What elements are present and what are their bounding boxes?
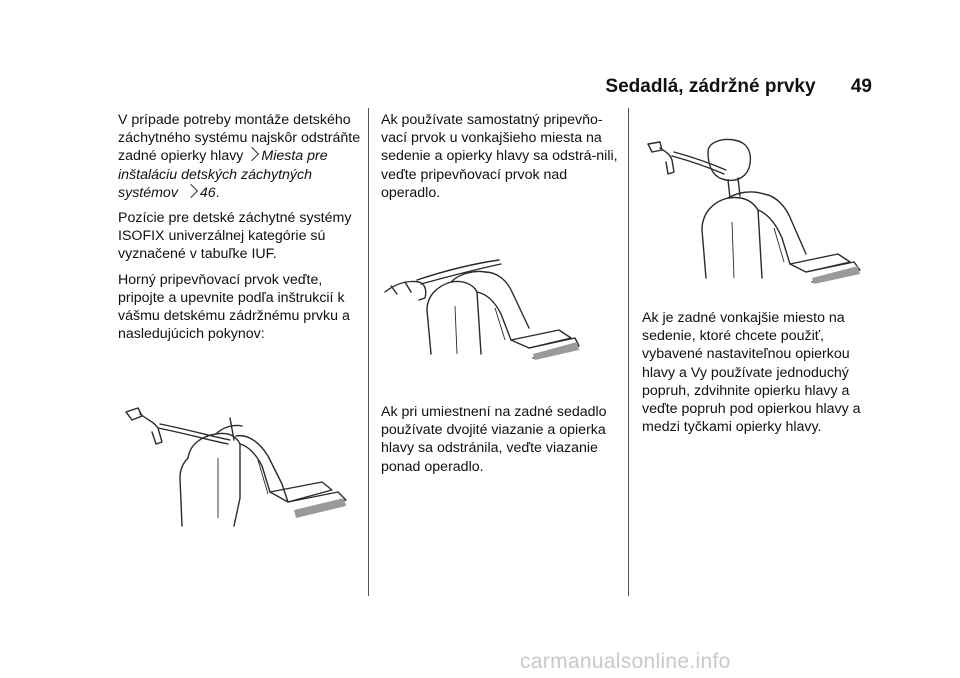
column-3-lower bbox=[642, 309, 878, 443]
arrow-reference-icon bbox=[184, 184, 198, 198]
page-number: 49 bbox=[850, 76, 872, 97]
column-2 bbox=[381, 111, 621, 475]
illustration-single-tether-outboard bbox=[381, 250, 581, 362]
column-divider-2 bbox=[628, 108, 629, 596]
paragraph-isofix-positions: Pozície pre detské záchytné systémy ISOFIX univerzálnej kategórie sú vyznačené v tabuľke IUF. bbox=[118, 210, 352, 263]
paragraph-remove-headrest bbox=[118, 111, 368, 202]
arrow-reference-icon bbox=[245, 147, 259, 161]
section-title: Sedadlá, zádržné prvky bbox=[605, 76, 816, 97]
column-2-lower bbox=[381, 403, 621, 483]
illustration-tether-over-seatback bbox=[118, 398, 350, 530]
paragraph-dual-tether: Ak pri umiestnení na zadné sedadlo používate dvojité viazanie a opierka hlavy sa odstránila, veďte viazanie ponad operadlo. bbox=[381, 404, 607, 475]
paragraph-adjustable-headrest: Ak je zadné vonkajšie miesto na sedenie, ktoré chcete použiť, vybavené nastaviteľnou opierkou hlavy a Vy používate jednoduchý popruh, zdvihnite opierku hlavy a veďte popruh pod opierkou hlavy a medzi tyčkami opierky hlavy. bbox=[642, 310, 861, 436]
cross-reference-page[interactable]: 46 bbox=[199, 184, 216, 201]
cross-reference-link[interactable]: Miesta pre inštaláciu detských záchytných systémov bbox=[118, 148, 328, 201]
paragraph-end: . bbox=[215, 184, 220, 201]
paragraph-single-tether: Ak používate samostatný pripevňo-vací prvok u vonkajšieho miesta na sedenie a opierky hlavy sa odstrá-nili, veďte pripevňovací prvok nad operadlo. bbox=[381, 112, 618, 201]
watermark: carmanualsonline.info bbox=[520, 650, 731, 673]
column-divider-1 bbox=[368, 108, 369, 596]
illustration-tether-under-headrest bbox=[642, 138, 866, 284]
page-header bbox=[605, 76, 872, 98]
paragraph-text: V prípade potreby montáže detského záchytného systému najskôr odstráňte zadné opierky hlavy bbox=[118, 112, 361, 165]
column-1 bbox=[118, 111, 368, 350]
paragraph-tether-instructions: Horný pripevňovací prvok veďte, pripojte a upevnite podľa inštrukcií k vášmu detskému zádržnému prvku a nasledujúcich pokynov: bbox=[118, 271, 350, 343]
